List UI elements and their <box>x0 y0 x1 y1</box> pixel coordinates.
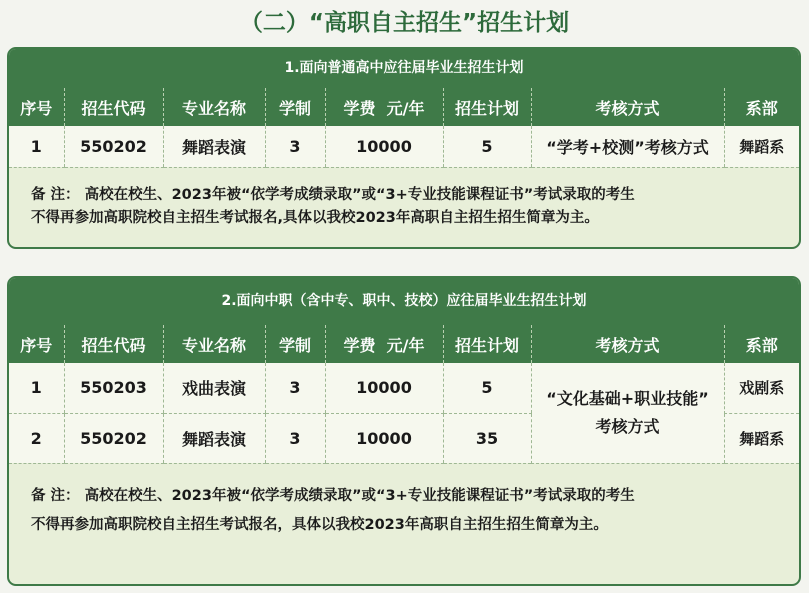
header-no: 序号 <box>9 325 64 363</box>
note-line: 备 注： 高校在校生、2023年被“依学考成绩录取”或“3+专业技能课程证书”考试录取的考生 <box>31 186 635 203</box>
cell-major: 舞蹈表演 <box>163 413 265 463</box>
cell-years: 3 <box>265 413 325 463</box>
page-title: （二）“高职自主招生”招生计划 <box>239 10 570 36</box>
header-code: 招生代码 <box>64 88 163 126</box>
header-major: 专业名称 <box>163 88 265 126</box>
cell-exam <box>531 363 724 463</box>
section-general-high-school <box>7 47 801 249</box>
header-years: 学制 <box>265 325 325 363</box>
plan-table <box>9 88 799 168</box>
exam-line: 考核方式 <box>595 416 660 436</box>
section-title: 1.面向普通高中应往届毕业生招生计划 <box>9 49 799 88</box>
plan-table <box>9 325 799 464</box>
header-plan: 招生计划 <box>443 325 531 363</box>
cell-fee: 10000 <box>325 413 443 463</box>
header-row <box>9 88 799 126</box>
cell-plan: 5 <box>443 126 531 167</box>
cell-no: 1 <box>9 363 64 413</box>
section-vocational-school <box>7 276 801 586</box>
cell-dept: 舞蹈系 <box>724 126 799 167</box>
cell-years: 3 <box>265 363 325 413</box>
cell-dept: 戏剧系 <box>724 363 799 413</box>
note-line: 备 注： 高校在校生、2023年被“依学考成绩录取”或“3+专业技能课程证书”考试录取的考生 <box>31 487 635 504</box>
header-row <box>9 325 799 363</box>
table-row <box>9 363 799 413</box>
cell-plan: 5 <box>443 363 531 413</box>
header-years: 学制 <box>265 88 325 126</box>
header-dept: 系部 <box>724 325 799 363</box>
cell-years: 3 <box>265 126 325 167</box>
header-major: 专业名称 <box>163 325 265 363</box>
header-exam: 考核方式 <box>531 88 724 126</box>
exam-line: “文化基础+职业技能” <box>546 388 709 408</box>
table-row <box>9 126 799 167</box>
note-line: 不得再参加高职院校自主招生考试报名，具体以我校2023年高职自主招生招生简章为主。 <box>31 516 608 533</box>
header-fee: 学费 元/年 <box>325 325 443 363</box>
header-fee: 学费 元/年 <box>325 88 443 126</box>
cell-code: 550202 <box>64 413 163 463</box>
cell-major: 戏曲表演 <box>163 363 265 413</box>
header-no: 序号 <box>9 88 64 126</box>
note <box>9 168 799 230</box>
cell-dept: 舞蹈系 <box>724 413 799 463</box>
cell-fee: 10000 <box>325 126 443 167</box>
cell-no: 2 <box>9 413 64 463</box>
cell-code: 550202 <box>64 126 163 167</box>
cell-major: 舞蹈表演 <box>163 126 265 167</box>
section-title: 2.面向中职（含中专、职中、技校）应往届毕业生招生计划 <box>9 278 799 325</box>
cell-fee: 10000 <box>325 363 443 413</box>
note <box>9 464 799 540</box>
cell-no: 1 <box>9 126 64 167</box>
cell-code: 550203 <box>64 363 163 413</box>
header-dept: 系部 <box>724 88 799 126</box>
header-exam: 考核方式 <box>531 325 724 363</box>
header-plan: 招生计划 <box>443 88 531 126</box>
note-line: 不得再参加高职院校自主招生考试报名,具体以我校2023年高职自主招生招生简章为主。 <box>31 209 599 226</box>
cell-exam: “学考+校测”考核方式 <box>531 126 724 167</box>
header-code: 招生代码 <box>64 325 163 363</box>
cell-plan: 35 <box>443 413 531 463</box>
